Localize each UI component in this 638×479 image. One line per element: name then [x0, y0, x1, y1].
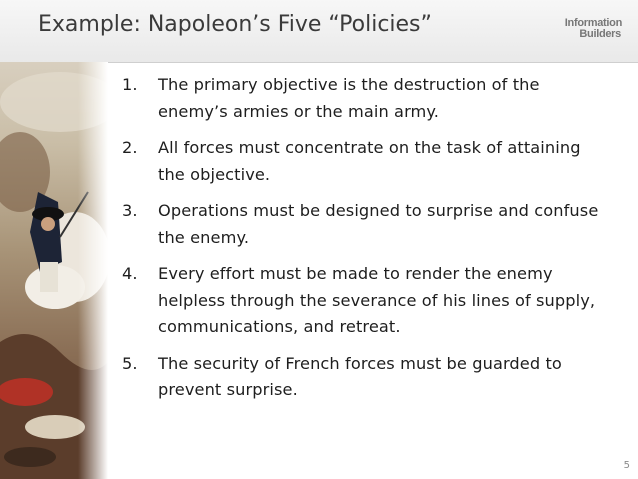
logo-line-1: Information — [564, 17, 622, 29]
policy-item-2 — [122, 135, 602, 188]
painting-edge-fade — [78, 62, 108, 479]
policies-content — [122, 72, 602, 414]
policy-item-3 — [122, 198, 602, 251]
policies-list — [122, 72, 602, 404]
policy-number: 1. — [122, 75, 138, 94]
information-builders-logo — [565, 18, 622, 40]
policy-item-5 — [122, 351, 602, 404]
title-bar — [0, 0, 638, 63]
policy-text: The security of French forces must be guarded to prevent surprise. — [158, 353, 562, 399]
policy-item-4 — [122, 261, 602, 341]
slide-title: Example: Napoleon’s Five “Policies” — [38, 12, 432, 37]
policy-number: 3. — [122, 201, 138, 220]
policy-text: Operations must be designed to surprise and confuse the enemy. — [158, 201, 599, 247]
policy-number: 2. — [122, 138, 138, 157]
policy-text: Every effort must be made to render the enemy helpless through the severance of his lines of supply, communications, and retreat. — [158, 264, 596, 336]
logo-line-2: Builders — [579, 28, 621, 40]
page-number: 5 — [623, 460, 630, 471]
policy-number: 5. — [122, 353, 138, 373]
policy-item-1 — [122, 72, 602, 125]
policy-text: The primary objective is the destruction of the enemy’s armies or the main army. — [158, 75, 540, 121]
napoleon-painting-image — [0, 62, 108, 479]
policy-number: 4. — [122, 264, 138, 283]
policy-text: All forces must concentrate on the task of attaining the objective. — [158, 138, 581, 184]
